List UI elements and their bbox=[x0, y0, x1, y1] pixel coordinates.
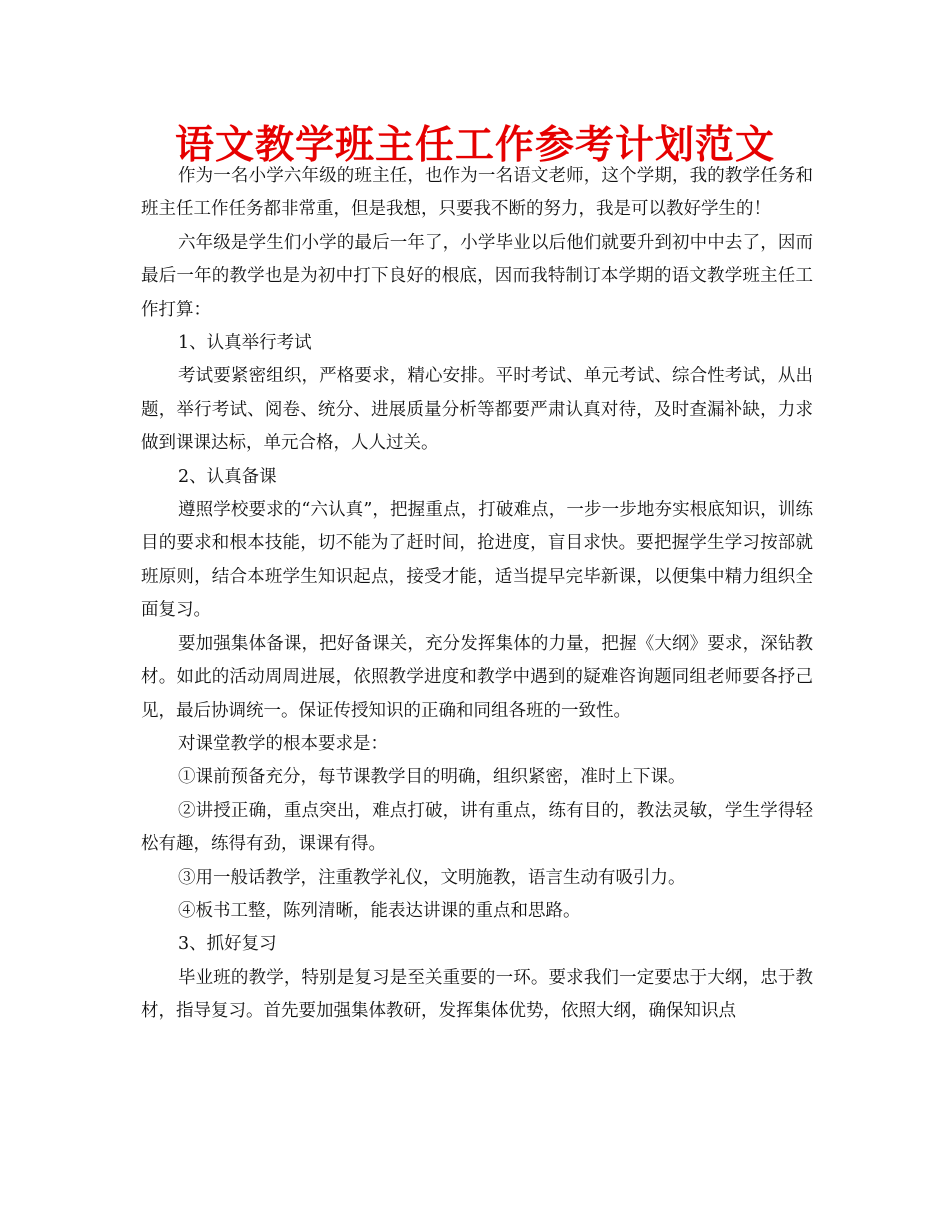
document-title: 语文教学班主任工作参考计划范文 bbox=[174, 122, 775, 168]
paragraph-exams: 考试要紧密组织，严格要求，精心安排。平时考试、单元考试、综合性考试，从出题，举行考试、阅卷、统分、进展质量分析等都要严肃认真对待，及时查漏补缺，力求做到课课达标，单元合格，人人过关。 bbox=[141, 366, 813, 454]
document-body bbox=[141, 160, 813, 1029]
list-item-requirement-3: ③用一般话教学，注重教学礼仪，文明施教，语言生动有吸引力。 bbox=[178, 867, 686, 888]
section-heading-review: 3、抓好复习 bbox=[178, 934, 277, 955]
section-heading-lesson-prep: 2、认真备课 bbox=[178, 466, 277, 487]
paragraph-classroom-requirements: 对课堂教学的根本要求是： bbox=[178, 733, 388, 754]
paragraph-collective-prep: 要加强集体备课，把好备课关，充分发挥集体的力量，把握《大纲》要求，深钻教材。如此的活动周周进展，依照教学进度和教学中遇到的疑难咨询题同组老师要各抒己见，最后协调统一。保证传授知识的正确和同组各班的一致性。 bbox=[141, 633, 813, 721]
section-heading-exams: 1、认真举行考试 bbox=[178, 333, 312, 354]
paragraph-intro: 作为一名小学六年级的班主任，也作为一名语文老师，这个学期，我的教学任务和班主任工作任务都非常重，但是我想，只要我不断的努力，我是可以教好学生的！ bbox=[141, 166, 813, 220]
paragraph-lesson-prep: 遵照学校要求的“六认真”，把握重点，打破难点，一步一步地夯实根底知识，训练目的要求和根本技能，切不能为了赶时间，抢进度，盲目求快。要把握学生学习按部就班原则，结合本班学生知识起点，接受才能，适当提早完毕新课，以便集中精力组织全面复习。 bbox=[141, 500, 813, 621]
list-item-requirement-2: ②讲授正确，重点突出，难点打破，讲有重点，练有目的，教法灵敏，学生学得轻松有趣，练得有劲，课课有得。 bbox=[141, 800, 813, 855]
paragraph-plan-overview: 六年级是学生们小学的最后一年了，小学毕业以后他们就要升到初中中去了，因而最后一年的教学也是为初中打下良好的根底，因而我特制订本学期的语文教学班主任工作打算： bbox=[141, 232, 813, 320]
list-item-requirement-1: ①课前预备充分，每节课教学目的明确，组织紧密，准时上下课。 bbox=[178, 767, 686, 788]
list-item-requirement-4: ④板书工整，陈列清晰，能表达讲课的重点和思路。 bbox=[178, 900, 581, 921]
paragraph-review: 毕业班的教学，特别是复习是至关重要的一环。要求我们一定要忠于大纲，忠于教材，指导复习。首先要加强集体教研，发挥集体优势，依照大纲，确保知识点 bbox=[141, 967, 813, 1022]
